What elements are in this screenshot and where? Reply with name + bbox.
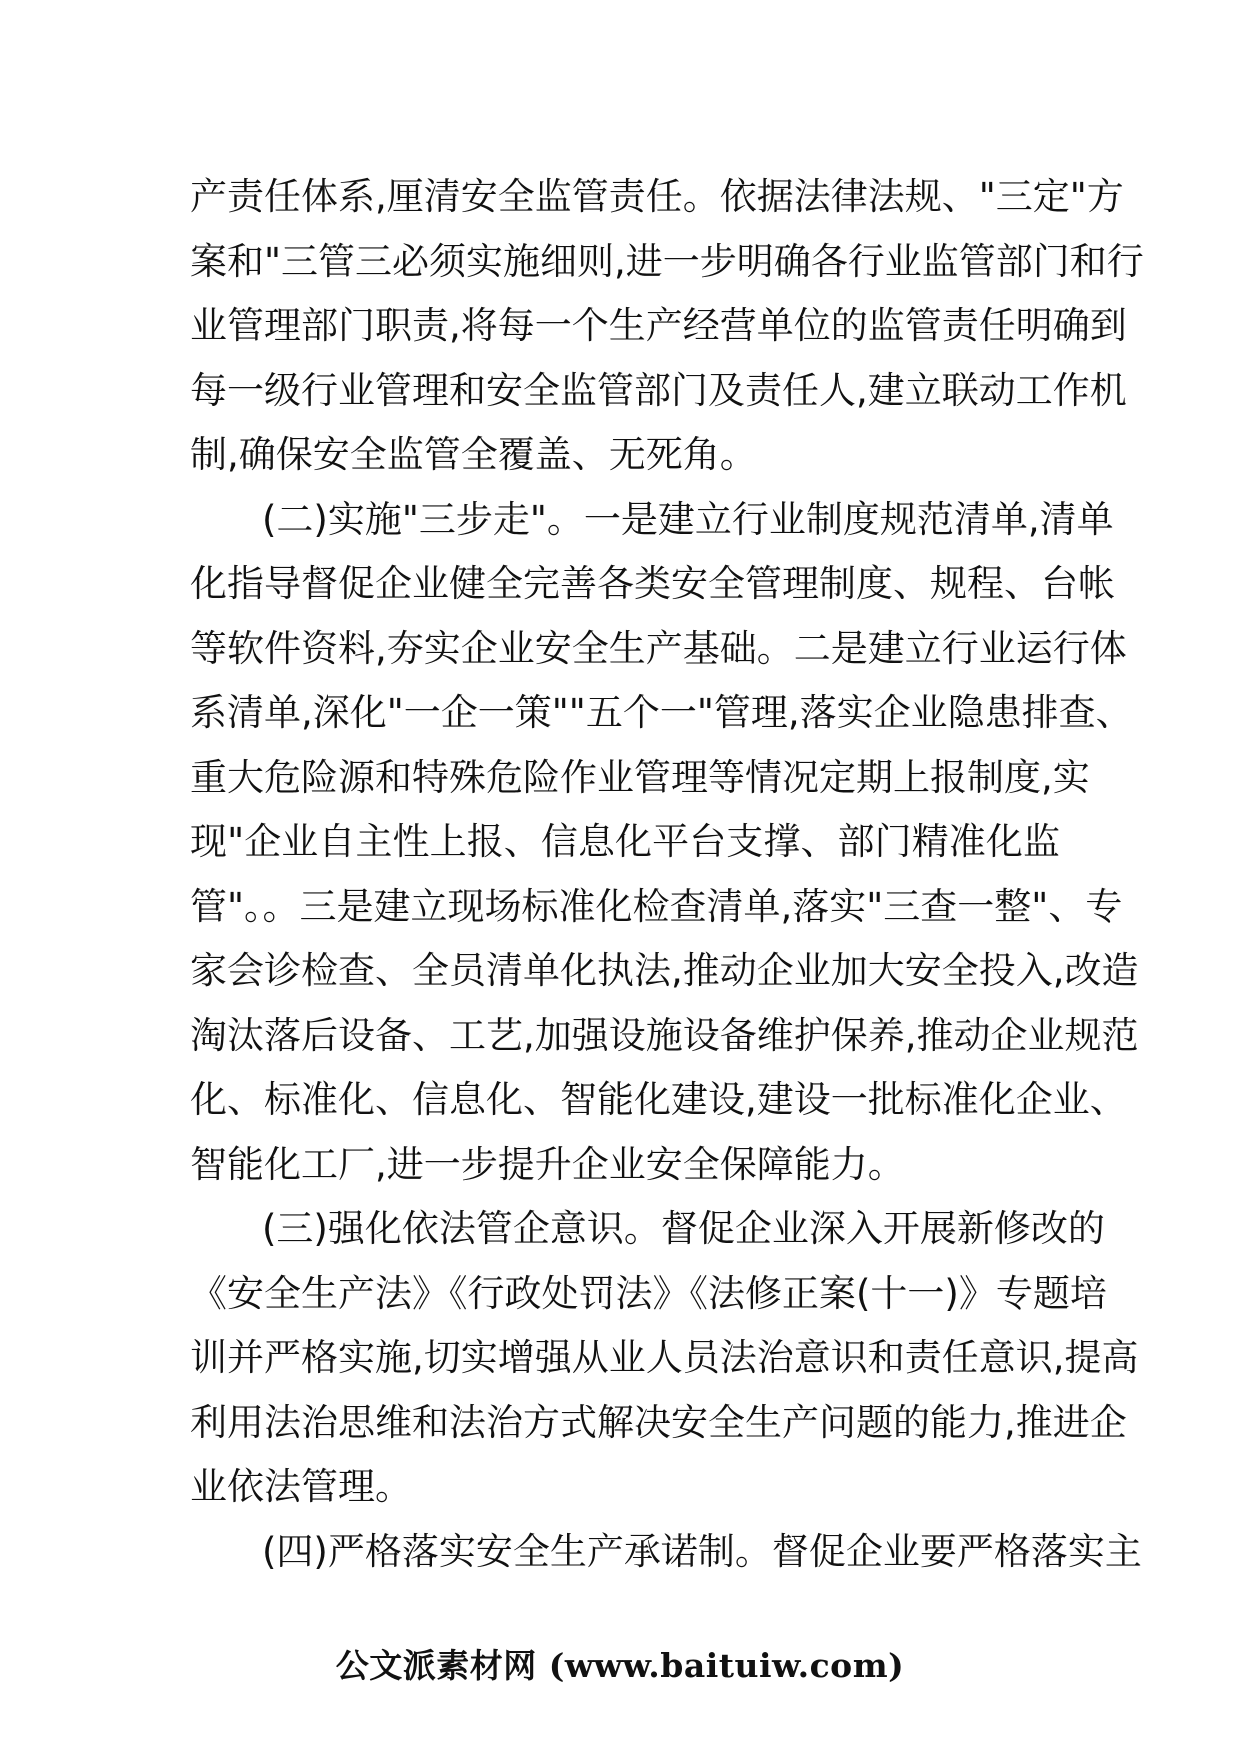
text-line: 产责任体系,厘清安全监管责任。依据法律法规、"三定"方 <box>190 175 1124 218</box>
text-line: 淘汰落后设备、工艺,加强设施设备维护保养,推动企业规范 <box>190 1013 1139 1057</box>
paragraph-start-line: (二)实施"三步走"。一是建立行业制度规范清单,清单 <box>262 497 1114 541</box>
paragraph-start-line: (三)强化依法管企意识。督促企业深入开展新修改的 <box>262 1207 1105 1250</box>
document-body <box>190 165 1144 1584</box>
text-line: 化指导督促企业健全完善各类安全管理制度、规程、台帐 <box>190 562 1115 605</box>
text-line: 管"。。三是建立现场标准化检查清单,落实"三查一整"、专 <box>190 884 1123 928</box>
text-line: 每一级行业管理和安全监管部门及责任人,建立联动工作机 <box>190 368 1127 412</box>
text-line: 训并严格实施,切实增强从业人员法治意识和责任意识,提高 <box>190 1336 1139 1379</box>
text-line: 重大危险源和特殊危险作业管理等情况定期上报制度,实 <box>190 755 1090 799</box>
text-line: 系清单,深化"一企一策""五个一"管理,落实企业隐患排查、 <box>190 691 1133 734</box>
text-line: 《安全生产法》《行政处罚法》《法修正案(十一)》专题培 <box>190 1271 1107 1315</box>
text-line: 制,确保安全监管全覆盖、无死角。 <box>190 433 757 476</box>
text-line: 化、标准化、信息化、智能化建设,建设一批标准化企业、 <box>190 1078 1127 1121</box>
text-line: 业依法管理。 <box>190 1465 412 1508</box>
text-line: 智能化工厂,进一步提升企业安全保障能力。 <box>190 1142 905 1186</box>
text-line: 家会诊检查、全员清单化执法,推动企业加大安全投入,改造 <box>190 949 1139 992</box>
text-line: 现"企业自主性上报、信息化平台支撑、部门精准化监 <box>190 820 1060 863</box>
text-line: 案和"三管三必须实施细则,进一步明确各行业监管部门和行 <box>190 239 1144 283</box>
text-line: 利用法治思维和法治方式解决安全生产问题的能力,推进企 <box>190 1400 1127 1444</box>
text-line: 等软件资料,夯实企业安全生产基础。二是建立行业运行体 <box>190 626 1127 670</box>
text-line: 业管理部门职责,将每一个生产经营单位的监管责任明确到 <box>190 304 1127 347</box>
paragraph-start-line: (四)严格落实安全生产承诺制。督促企业要严格落实主 <box>262 1529 1142 1573</box>
page-footer-source: 公文派素材网 (www.baituiw.com) <box>335 1646 905 1685</box>
